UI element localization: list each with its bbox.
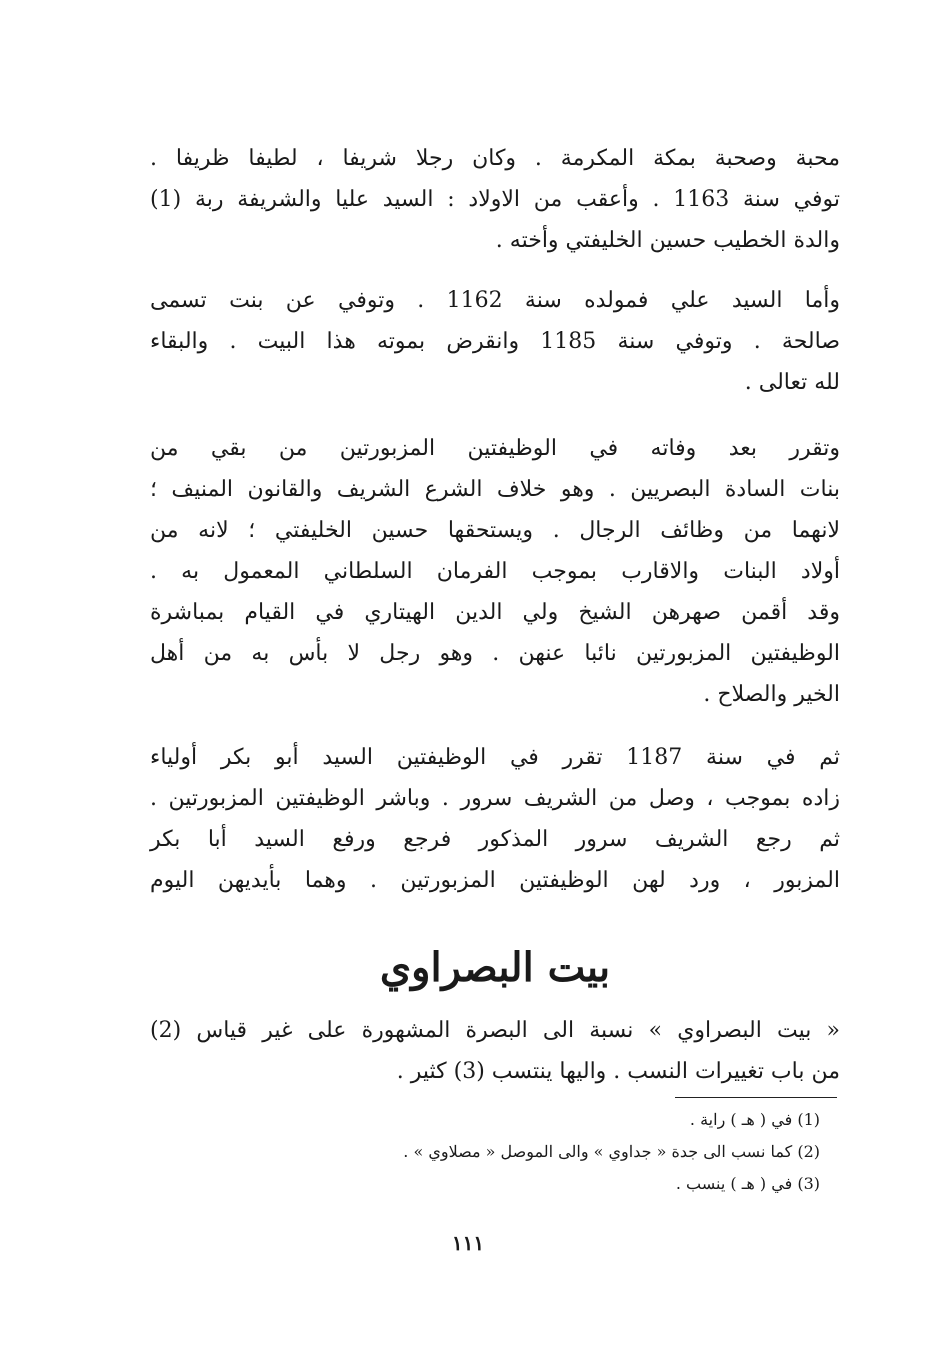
- section-heading: بيت البصراوي: [379, 944, 611, 991]
- text-line: توفي سنة 1163 . وأعقب من الاولاد : السيد عليا والشريفة ربة (1): [150, 187, 840, 212]
- text-line: لله تعالى .: [744, 370, 840, 395]
- text-line: وقد أقمن صهرهن الشيخ ولي الدين الهيتاري في القيام بمباشرة: [150, 600, 840, 625]
- paragraph-3: [150, 428, 840, 715]
- text-line: وأما السيد علي فمولده سنة 1162 . وتوفي عن بنت تسمى: [150, 288, 840, 313]
- page-number: ١١١: [451, 1231, 485, 1255]
- text-line: المزبور ، ورد لهن الوظيفتين المزبورتين . وهما بأيديهن اليوم: [150, 868, 840, 893]
- paragraph-1: [150, 138, 840, 261]
- text-line: محبة وصحبة بمكة المكرمة . وكان رجلا شريفا ، لطيفا ظريفا .: [150, 146, 840, 171]
- footnotes: [230, 1104, 820, 1200]
- paragraph-5: [150, 1010, 840, 1092]
- text-line: ثم رجع الشريف سرور المذكور فرجع ورفع السيد أبا بكر: [150, 827, 840, 852]
- text-line: من باب تغييرات النسب . واليها ينتسب (3) كثير .: [396, 1059, 840, 1084]
- text-line: « بيت البصراوي » نسبة الى البصرة المشهورة على غير قياس (2): [150, 1018, 840, 1043]
- text-line: والدة الخطيب حسين الخليفتي وأخته .: [495, 228, 840, 253]
- footnote: (3) في ( هـ ) ينسب .: [675, 1174, 820, 1193]
- paragraph-4: [150, 737, 840, 901]
- text-line: وتقرر بعد وفاته في الوظيفتين المزبورتين من بقي من: [150, 436, 840, 461]
- footnote: (2) كما نسب الى جدة « جداوي » والى الموصل « مصلاوي » .: [403, 1142, 820, 1161]
- text-line: بنات السادة البصريين . وهو خلاف الشرع الشريف والقانون المنيف ؛: [150, 477, 840, 502]
- text-line: صالحة . وتوفي سنة 1185 وانقرض بموته هذا البيت . والبقاء: [150, 329, 841, 354]
- text-line: الخير والصلاح .: [703, 682, 840, 707]
- footnote: (1) في ( هـ ) راية .: [689, 1110, 820, 1129]
- text-line: زاده بموجب ، وصل من الشريف سرور . وباشر الوظيفتين المزبورتين .: [150, 786, 840, 811]
- text-line: أولاد البنات والاقارب بموجب الفرمان السلطاني المعمول به .: [150, 559, 840, 584]
- text-line: ثم في سنة 1187 تقرر في الوظيفتين السيد أبو بكر أولياء: [150, 745, 840, 770]
- text-line: الوظيفتين المزبورتين نائبا عنهن . وهو رجل لا بأس به من أهل: [150, 641, 840, 666]
- text-line: لانهما من وظائف الرجال . ويستحقها حسين الخليفتي ؛ لانه من: [150, 518, 840, 543]
- paragraph-2: [150, 280, 840, 403]
- footnote-divider: [675, 1097, 837, 1098]
